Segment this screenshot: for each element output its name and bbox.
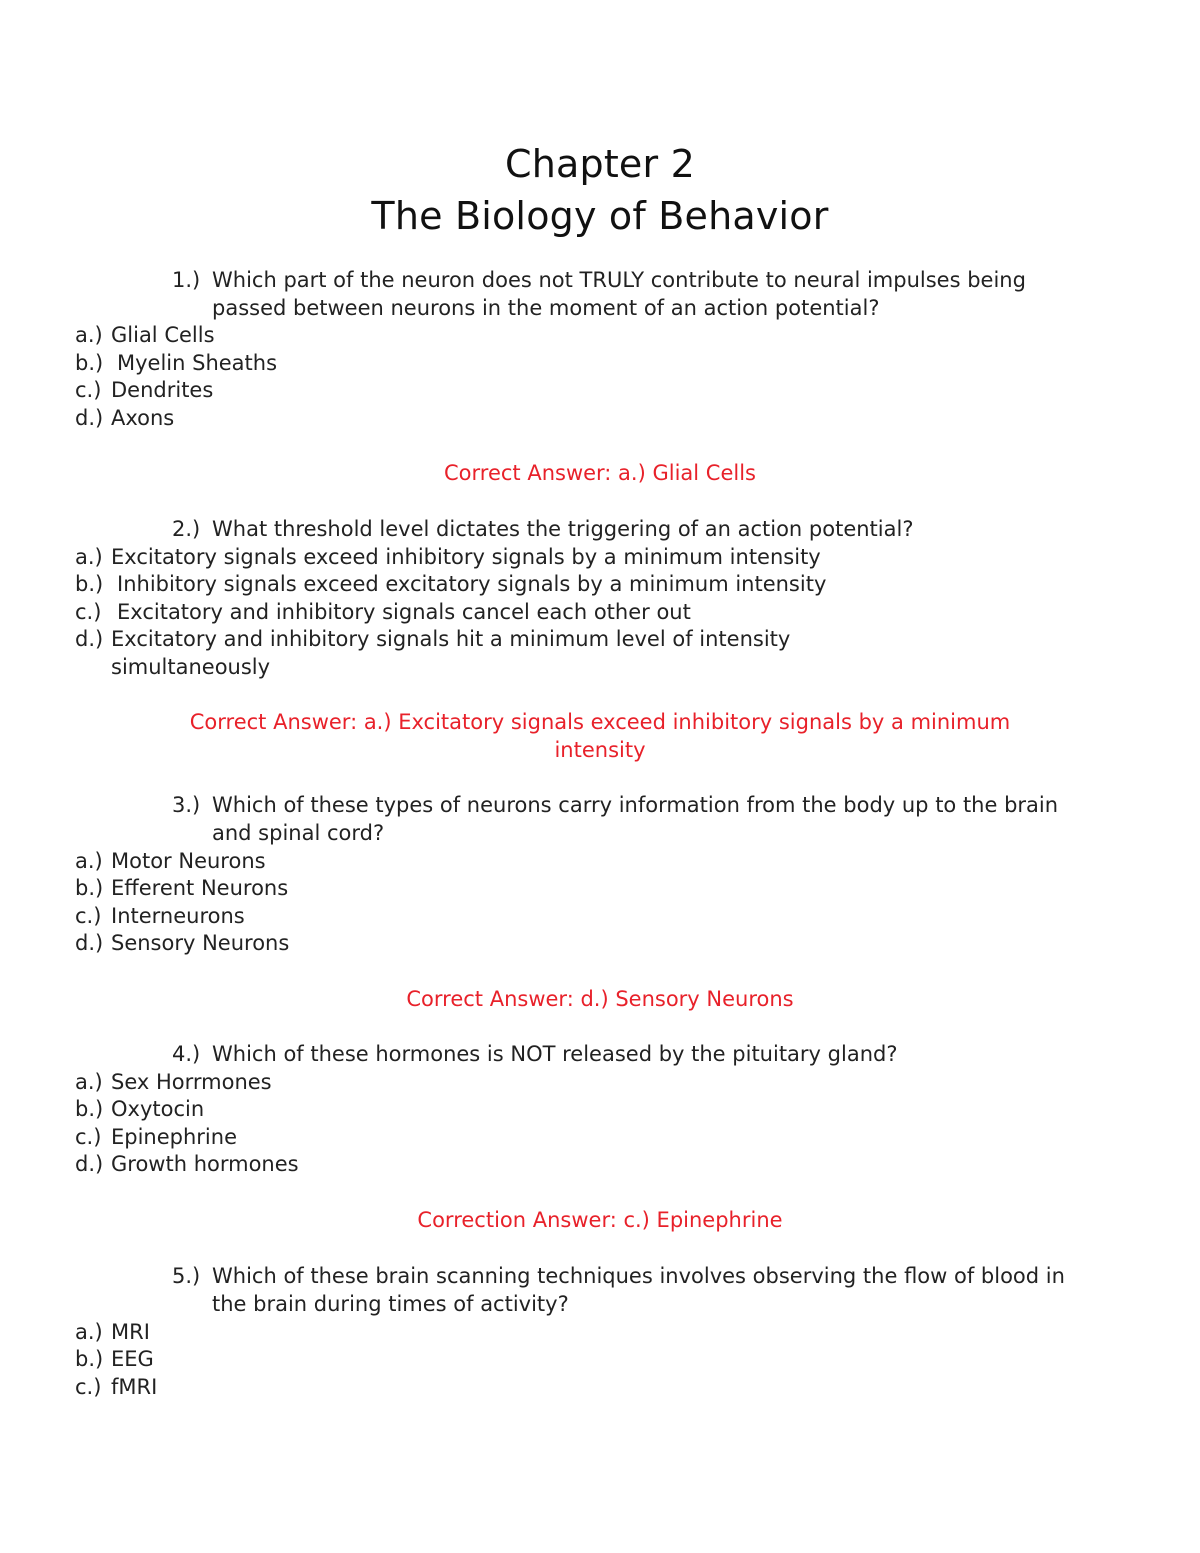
option-letter: c.) bbox=[75, 378, 102, 402]
question-text: Which of these hormones is NOT released by the pituitary gland? bbox=[212, 1042, 898, 1066]
option-letter: c.) bbox=[75, 1374, 102, 1399]
option-text: Interneurons bbox=[111, 903, 245, 928]
option-text: EEG bbox=[111, 1347, 154, 1371]
option-letter: b.) bbox=[75, 572, 104, 596]
option-letter: d.) bbox=[75, 931, 104, 955]
question-number: 1.) bbox=[172, 268, 201, 292]
chapter-number: Chapter 2 bbox=[505, 142, 695, 186]
correct-answer-3: Correct Answer: d.) Sensory Neurons bbox=[406, 987, 794, 1011]
option-text: Myelin Sheaths bbox=[117, 350, 278, 375]
option-letter: b.) bbox=[75, 1347, 104, 1371]
correct-answer-4: Correction Answer: c.) Epinephrine bbox=[417, 1208, 783, 1232]
option-text: Glial Cells bbox=[111, 323, 215, 347]
option-text: Excitatory and inhibitory signals cancel each other out bbox=[117, 599, 691, 624]
option-letter: b.) bbox=[75, 350, 104, 375]
option-text: Sensory Neurons bbox=[111, 931, 290, 955]
question-number: 3.) bbox=[172, 793, 201, 817]
option-letter: c.) bbox=[75, 903, 102, 928]
chapter-name: The Biology of Behavior bbox=[371, 194, 829, 238]
option-letter: d.) bbox=[75, 627, 104, 651]
option-text: Excitatory and inhibitory signals hit a minimum level of intensity simultaneously bbox=[111, 627, 791, 679]
option-text: fMRI bbox=[111, 1374, 158, 1399]
question-text: Which part of the neuron does not TRULY contribute to neural impulses being passed between neurons in the moment of an action potential? bbox=[212, 268, 1026, 320]
question-number: 2.) bbox=[172, 517, 201, 541]
option-letter: b.) bbox=[75, 1097, 104, 1121]
option-text: Dendrites bbox=[111, 378, 214, 402]
question-number: 5.) bbox=[172, 1264, 201, 1288]
option-text: Motor Neurons bbox=[111, 848, 266, 873]
option-text: Epinephrine bbox=[111, 1124, 237, 1149]
question-text: Which of these brain scanning techniques involves observing the flow of blood in the brain during times of activity? bbox=[212, 1264, 1065, 1316]
option-text: Growth hormones bbox=[111, 1152, 299, 1176]
option-letter: b.) bbox=[75, 876, 104, 900]
option-letter: a.) bbox=[75, 1069, 103, 1094]
option-letter: d.) bbox=[75, 1152, 104, 1176]
option-text: Efferent Neurons bbox=[111, 876, 289, 900]
question-text: What threshold level dictates the triggering of an action potential? bbox=[212, 517, 914, 541]
option-letter: c.) bbox=[75, 599, 102, 624]
option-letter: a.) bbox=[75, 544, 103, 569]
option-letter: c.) bbox=[75, 1124, 102, 1149]
correct-answer-1: Correct Answer: a.) Glial Cells bbox=[444, 461, 756, 485]
question-text: Which of these types of neurons carry information from the body up to the brain and spinal cord? bbox=[212, 793, 1059, 845]
option-letter: a.) bbox=[75, 848, 103, 873]
option-text: Oxytocin bbox=[111, 1097, 205, 1121]
option-letter: a.) bbox=[75, 1319, 103, 1344]
option-text: Axons bbox=[111, 405, 175, 430]
option-text: Sex Horrmones bbox=[111, 1069, 272, 1094]
option-text: Inhibitory signals exceed excitatory signals by a minimum intensity bbox=[117, 572, 827, 596]
option-text: Excitatory signals exceed inhibitory signals by a minimum intensity bbox=[111, 544, 821, 569]
option-letter: d.) bbox=[75, 405, 104, 430]
option-text: MRI bbox=[111, 1319, 150, 1344]
question-number: 4.) bbox=[172, 1042, 201, 1066]
correct-answer-2: Correct Answer: a.) Excitatory signals exceed inhibitory signals by a minimum intensity bbox=[189, 710, 1011, 762]
option-letter: a.) bbox=[75, 323, 103, 347]
chapter-title bbox=[0, 138, 1200, 242]
